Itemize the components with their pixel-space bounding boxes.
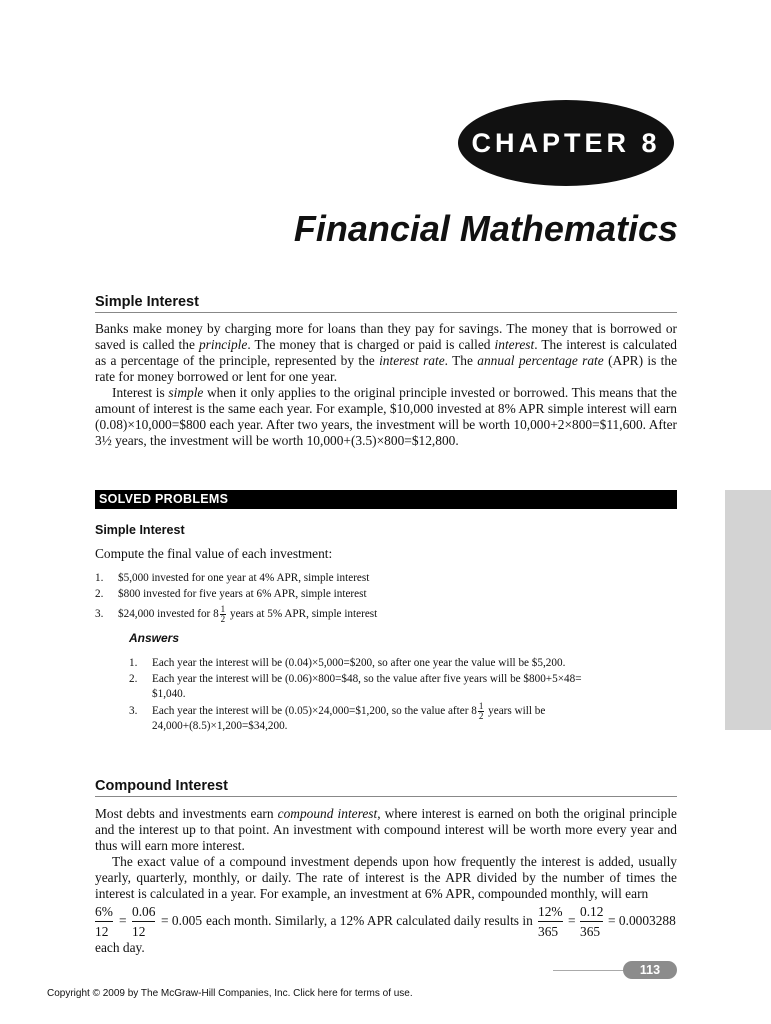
solved-prompt: Compute the final value of each investment:: [95, 546, 333, 561]
fraction-0.12-over-365: 0.12 365: [580, 904, 604, 939]
fraction-one-half: $\frac{1}{2}$: [220, 604, 226, 624]
monthly-rate-result: = 0.005: [161, 913, 203, 928]
fraction-6pct-over-12: 6% 12: [95, 904, 113, 939]
formula-middle-text: each month. Similarly, a 12% APR calculated daily results in: [206, 913, 533, 928]
fraction-one-half: $\frac{1}{2}$: [478, 701, 484, 721]
answer-item-continuation: $1,040.: [152, 688, 186, 700]
problem-item: 2. $800 invested for five years at 6% APR, simple interest: [95, 588, 367, 600]
page-number-rule: [553, 970, 633, 971]
section-heading-simple-interest: Simple Interest: [95, 294, 677, 313]
solved-problems-bar: SOLVED PROBLEMS: [95, 490, 677, 509]
answer-item: 1. Each year the interest will be (0.04)×5,000=$200, so after one year the value will be $5,200.: [129, 657, 566, 669]
chapter-badge: [458, 100, 674, 186]
compound-tail-text: each day.: [95, 940, 145, 955]
answer-item: 2. Each year the interest will be (0.06)×800=$48, so the value after five years will be $800+5×48=: [129, 673, 582, 685]
compound-interest-paragraph-1: Most debts and investments earn compound interest, where interest is earned on both the original principle and the interest up to that point. An investment with compound interest will be worth more every year and thus will earn more interest.: [95, 806, 677, 853]
side-thumb-tab: [725, 490, 771, 730]
answers-label: Answers: [129, 631, 180, 645]
page-number: 113: [623, 961, 677, 979]
equals-sign: =: [119, 913, 127, 928]
answer-item-continuation: 24,000+(8.5)×1,200=$34,200.: [152, 720, 288, 732]
simple-interest-body: [95, 321, 677, 449]
fraction-0.06-over-12: 0.06 12: [132, 904, 156, 939]
daily-rate-result: = 0.0003288: [608, 913, 676, 928]
compound-interest-body: [95, 806, 677, 902]
simple-interest-paragraph-2: Interest is simple when it only applies to the original principle invested or borrowed. This means that the amount of interest is the same each year. For example, $10,000 invested at 8% APR simple interest will earn (0.08)×10,000=$800 each year. After two years, the investment will be worth 10,000+2×800=$11,600. After 3½ years, the investment will be worth 10,000+(3.5)×800=$12,800.: [95, 385, 677, 448]
solved-subheading: Simple Interest: [95, 523, 185, 537]
problem-item: 3. $24,000 invested for 8 $\frac{1}{2}$ years at 5% APR, simple interest: [95, 604, 378, 624]
chapter-label: CHAPTER 8: [471, 127, 661, 158]
problem-item: 1. $5,000 invested for one year at 4% APR, simple interest: [95, 572, 370, 584]
simple-interest-paragraph-1: Banks make money by charging more for loans than they pay for savings. The money that is borrowed or saved is called the principle. The money that is charged or paid is called interest. The interest is calculated as a percentage of the principle, represented by the interest rate. The annual percentage rate (APR) is the rate for money borrowed or lent for one year.: [95, 321, 678, 384]
fraction-12pct-over-365: 12% 365: [538, 904, 563, 939]
section-heading-compound-interest: Compound Interest: [95, 778, 677, 797]
copyright-link[interactable]: Copyright © 2009 by The McGraw-Hill Companies, Inc. Click here for terms of use.: [47, 988, 413, 999]
compound-interest-paragraph-2: The exact value of a compound investment depends upon how frequently the interest is added, usually yearly, quarterly, monthly, or daily. The rate of interest is the APR divided by the number of times the interest is calculated in a year. For example, an investment at 6% APR, compounded monthly, will earn: [95, 854, 677, 901]
answer-item: 3. Each year the interest will be (0.05)×24,000=$1,200, so the value after 8 $\frac{1}{2}$ years will be: [129, 701, 546, 721]
chapter-title: Financial Mathematics: [293, 208, 678, 249]
equals-sign: =: [568, 913, 576, 928]
